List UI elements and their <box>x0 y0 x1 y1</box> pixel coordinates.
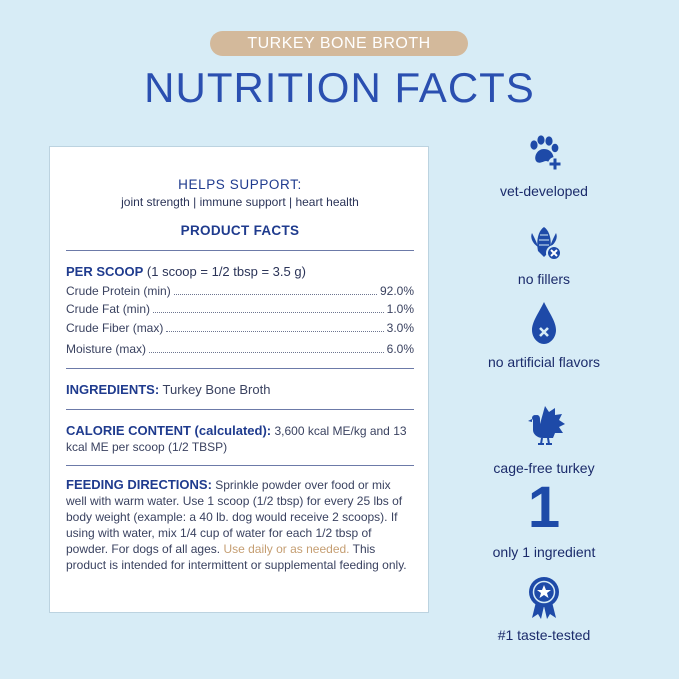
nutrition-card <box>49 146 429 613</box>
per-scoop-label: PER SCOOP <box>66 264 144 279</box>
divider <box>66 250 414 251</box>
analysis-row <box>66 302 414 316</box>
feature-label: only 1 ingredient <box>492 544 596 560</box>
page-title: NUTRITION FACTS <box>144 64 535 111</box>
analysis-label: Crude Protein (min) <box>66 284 171 298</box>
calorie-value: 3,600 kcal ME/kg and 13 kcal ME per scoop (1/2 TBSP) <box>66 424 407 454</box>
feeding-label: FEEDING DIRECTIONS: <box>66 477 212 492</box>
turkey-icon <box>519 400 569 450</box>
per-scoop-detail: (1 scoop = 1/2 tbsp = 3.5 g) <box>143 264 306 279</box>
divider <box>66 465 414 466</box>
feeding-tail: This product is intended for intermittent or supplemental feeding only. <box>66 542 407 572</box>
analysis-row <box>66 284 414 298</box>
analysis-value: 6.0% <box>386 342 414 356</box>
feature-label: no fillers <box>517 271 571 287</box>
feature-label: vet-developed <box>500 183 588 199</box>
analysis-row <box>66 321 414 335</box>
number-one-icon: 1 <box>527 475 561 540</box>
product-name-pill: TURKEY BONE BROTH <box>210 31 468 56</box>
ingredients-line <box>66 382 414 398</box>
product-facts-heading: PRODUCT FACTS <box>180 223 300 238</box>
no-drop-icon <box>519 298 569 348</box>
feature-label: #1 taste-tested <box>497 627 591 643</box>
dot-leader <box>174 294 377 295</box>
dot-leader <box>166 331 383 332</box>
feeding-directions <box>66 477 414 573</box>
analysis-value: 3.0% <box>386 321 414 335</box>
feeding-highlight: Use daily or as needed. <box>223 542 350 556</box>
ingredients-value: Turkey Bone Broth <box>159 382 271 397</box>
feature-label: no artificial flavors <box>487 354 601 370</box>
feature-label: cage-free turkey <box>493 460 595 476</box>
dot-leader <box>149 352 384 353</box>
paw-plus-icon <box>519 128 569 178</box>
divider <box>66 368 414 369</box>
per-scoop-line <box>66 264 414 279</box>
dot-leader <box>153 312 384 313</box>
calorie-content <box>66 423 414 455</box>
analysis-value: 1.0% <box>386 302 414 316</box>
calorie-label: CALORIE CONTENT (calculated): <box>66 423 272 438</box>
analysis-label: Moisture (max) <box>66 342 147 356</box>
divider <box>66 409 414 410</box>
analysis-label: Crude Fat (min) <box>66 302 151 316</box>
no-corn-icon <box>519 218 569 268</box>
analysis-label: Crude Fiber (max) <box>66 321 164 335</box>
analysis-row <box>66 342 414 356</box>
helps-support-title: HELPS SUPPORT: <box>178 177 302 192</box>
feeding-text: Sprinkle powder over food or mix well with warm water. Use 1 scoop (1/2 tbsp) for every 25 lbs of body weight (example: a 40 lb. dog would receive 2 scoops). If using with water, mix 1/4 cup of water for each 1/2 tbsp of powder. For dogs of all ages. <box>66 478 403 556</box>
ingredients-label: INGREDIENTS: <box>66 382 160 397</box>
helps-support-list: joint strength | immune support | heart health <box>121 195 359 209</box>
analysis-value: 92.0% <box>379 284 414 298</box>
award-ribbon-icon <box>519 572 569 622</box>
